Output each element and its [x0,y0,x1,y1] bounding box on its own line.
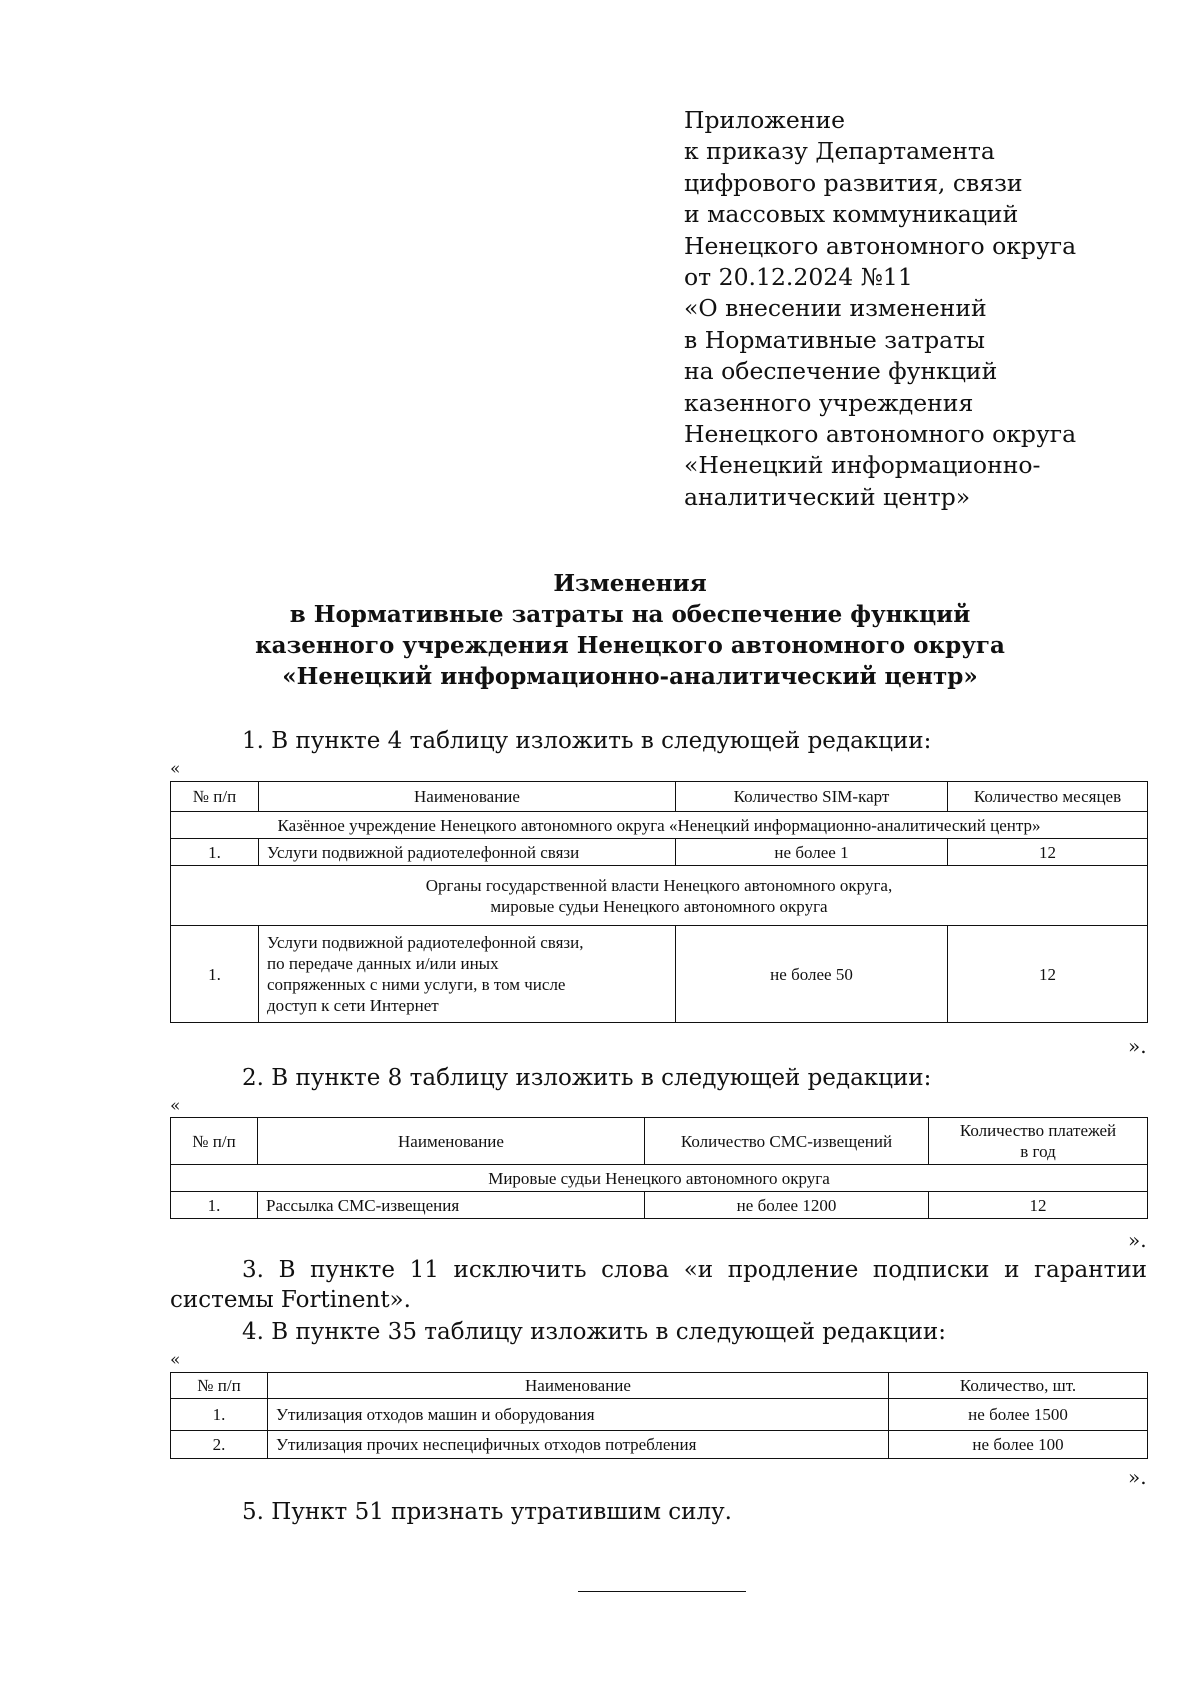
table-header-cell: Наименование [258,1118,645,1165]
quote-open-3: « [170,1350,181,1370]
table-header-cell [929,1118,1148,1165]
item-3-text: 3. В пункте 11 исключить слова «и продление подписки и гарантии системы Fortinent». [170,1257,1147,1313]
appendix-line: цифрового развития, связи [684,168,1023,197]
item-2-text: 2. В пункте 8 таблицу изложить в следующей редакции: [242,1065,932,1091]
table-cell [259,926,676,1023]
table-row [171,1431,1148,1459]
table-cell: не более 1500 [889,1399,1148,1431]
appendix-line: «Ненецкий информационно- [684,451,1041,480]
appendix-line: Ненецкого автономного округа [684,420,1077,449]
table-cell: 1. [171,1192,258,1219]
title-line: Изменения [553,570,707,597]
table-cell: не более 100 [889,1431,1148,1459]
item-4-text: 4. В пункте 35 таблицу изложить в следующей редакции: [242,1319,946,1345]
cell-line: по передаче данных и/или иных [267,954,499,973]
appendix-line: Приложение [684,106,846,134]
section-line: Органы государственной власти Ненецкого автономного округа, [425,875,893,895]
cell-line: доступ к сети Интернет [267,996,439,1015]
table-header-cell: № п/п [171,782,259,812]
document-title [150,568,1110,692]
appendix-line: от 20.12.2024 №11 [684,263,913,292]
item-1-text: 1. В пункте 4 таблицу изложить в следующей редакции: [242,728,932,754]
table-row [171,1165,1148,1192]
table-section-cell: Казённое учреждение Ненецкого автономного округа «Ненецкий информационно-аналитический центр» [171,812,1148,839]
table-header-cell: Количество СМС-извещений [645,1118,929,1165]
table-cell: не более 1 [676,839,948,866]
table-3 [170,1372,1148,1459]
table-section-cell [171,866,1148,926]
table-header-cell: Количество месяцев [948,782,1148,812]
table-row [171,1373,1148,1399]
table-cell: Утилизация отходов машин и оборудования [268,1399,889,1431]
appendix-line: Ненецкого автономного округа [684,231,1077,260]
table-cell: 12 [948,926,1148,1023]
quote-close-3: ». [1128,1465,1147,1489]
cell-line: сопряженных с ними услуги, в том числе [267,975,566,994]
table-cell: 2. [171,1431,268,1459]
table-row [171,866,1148,926]
table-2 [170,1117,1148,1219]
table-cell: 1. [171,926,259,1023]
table-row [171,1399,1148,1431]
table-header-cell: Наименование [259,782,676,812]
table-cell: 12 [929,1192,1148,1219]
title-line: «Ненецкий информационно-аналитический центр» [282,663,978,690]
appendix-line: в Нормативные затраты [684,325,985,354]
table-row [171,782,1148,812]
table-row [171,839,1148,866]
appendix-line: казенного учреждения [684,388,974,417]
table-row [171,926,1148,1023]
quote-close-2: ». [1128,1228,1147,1252]
table-cell: Рассылка СМС-извещения [258,1192,645,1219]
appendix-line: и массовых коммуникаций [684,200,1019,229]
closing-line [578,1591,746,1592]
header-line: в год [1020,1142,1056,1161]
title-line: казенного учреждения Ненецкого автономного округа [255,632,1005,659]
table-cell: не более 1200 [645,1192,929,1219]
item-5-text: 5. Пункт 51 признать утратившим силу. [242,1499,732,1525]
section-line: мировые судьи Ненецкого автономного округа [490,896,828,916]
table-1 [170,781,1148,1023]
table-cell: не более 50 [676,926,948,1023]
appendix-line: аналитический центр» [684,482,971,511]
table-cell: 1. [171,1399,268,1431]
table-row [171,1118,1148,1165]
table-row [171,1192,1148,1219]
table-cell: Утилизация прочих неспецифичных отходов потребления [268,1431,889,1459]
table-header-cell: № п/п [171,1118,258,1165]
table-section-cell: Мировые судьи Ненецкого автономного округа [171,1165,1148,1192]
appendix-line: «О внесении изменений [684,294,987,323]
quote-close-1: ». [1128,1034,1147,1058]
cell-line: Услуги подвижной радиотелефонной связи, [267,933,584,952]
table-cell: 12 [948,839,1148,866]
title-line: в Нормативные затраты на обеспечение функций [289,601,971,628]
appendix-block [684,105,1154,513]
table-header-cell: № п/п [171,1373,268,1399]
table-cell: 1. [171,839,259,866]
appendix-line: на обеспечение функций [684,357,998,386]
table-header-cell: Наименование [268,1373,889,1399]
quote-open-1: « [170,759,181,779]
table-row [171,812,1148,839]
header-line: Количество платежей [959,1121,1117,1140]
table-cell: Услуги подвижной радиотелефонной связи [259,839,676,866]
appendix-line: к приказу Департамента [684,137,995,166]
quote-open-2: « [170,1096,181,1116]
table-header-cell: Количество, шт. [889,1373,1148,1399]
table-header-cell: Количество SIM-карт [676,782,948,812]
